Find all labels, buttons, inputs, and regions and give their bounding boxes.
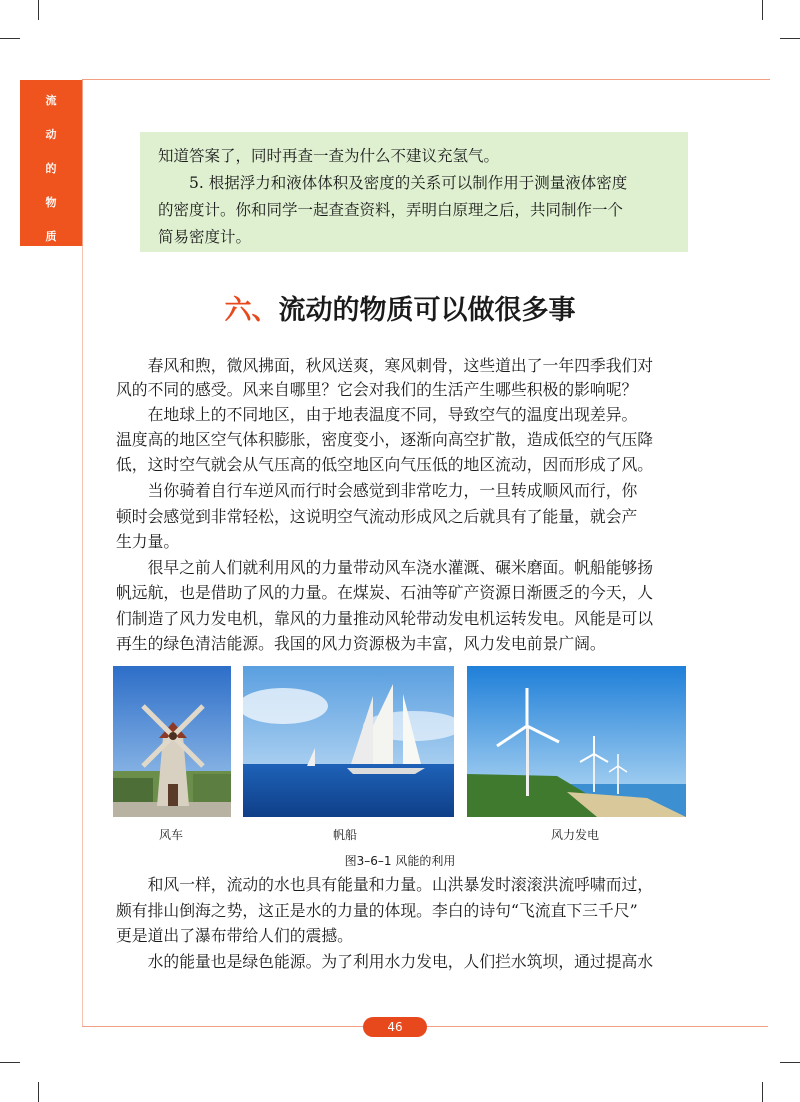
body-line: 在地球上的不同地区，由于地表温度不同，导致空气的温度出现差异。 — [116, 405, 638, 424]
body-line: 颇有排山倒海之势，这正是水的力量的体现。李白的诗句“飞流直下三千尺” — [116, 901, 638, 920]
body-line: 生力量。 — [116, 532, 180, 551]
wind-turbine-photo — [467, 666, 686, 817]
crop-mark — [0, 38, 20, 39]
body-line: 帆远航，也是借助了风的力量。在煤炭、石油等矿产资源日渐匮乏的今天，人 — [116, 583, 654, 602]
body-line: 们制造了风力发电机，靠风的力量推动风轮带动发电机运转发电。风能是可以 — [116, 609, 654, 628]
body-line: 和风一样，流动的水也具有能量和力量。山洪暴发时滚滚洪流呼啸而过， — [116, 875, 654, 894]
photo-caption-turbine: 风力发电 — [551, 828, 600, 842]
body-line: 当你骑着自行车逆风而行时会感觉到非常吃力，一旦转成顺风而行，你 — [116, 481, 638, 500]
body-line: 顿时会感觉到非常轻松，这说明空气流动形成风之后就具有了能量，就会产 — [116, 507, 638, 526]
crop-mark — [0, 1062, 20, 1063]
body-line: 温度高的地区空气体积膨胀，密度变小，逐渐向高空扩散，造成低空的气压降 — [116, 430, 654, 449]
activity-line: 简易密度计。 — [158, 228, 252, 246]
crop-mark — [780, 38, 800, 39]
windmill-photo — [113, 666, 231, 817]
crop-mark — [762, 1082, 763, 1102]
body-line: 低，这时空气就会从气压高的低空地区向气压低的地区流动，因而形成了风。 — [116, 455, 654, 474]
page-number: 46 — [363, 1017, 427, 1037]
crop-mark — [780, 1062, 800, 1063]
header-rule — [82, 79, 770, 80]
body-line: 风的不同的感受。风来自哪里？它会对我们的生活产生哪些积极的影响呢？ — [116, 380, 638, 399]
side-rule — [82, 80, 83, 246]
crop-mark — [38, 0, 39, 20]
activity-line: 5. 根据浮力和液体体积及密度的关系可以制作用于测量液体密度 — [158, 174, 628, 192]
section-heading — [0, 288, 800, 327]
chapter-tab — [20, 80, 82, 246]
chapter-tab-char: 流 — [45, 94, 57, 107]
section-title: 流动的物质可以做很多事 — [278, 295, 576, 326]
crop-mark — [762, 0, 763, 20]
body-line: 很早之前人们就利用风的力量带动风车浇水灌溉、碾米磨面。帆船能够扬 — [116, 558, 654, 577]
body-line: 春风和煦，微风拂面，秋风送爽，寒风刺骨，这些道出了一年四季我们对 — [116, 356, 654, 375]
figure-caption: 图3–6–1 风能的利用 — [344, 854, 456, 868]
activity-line: 的密度计。你和同学一起查查资料，弄明白原理之后，共同制作一个 — [158, 201, 624, 219]
body-line: 再生的绿色清洁能源。我国的风力资源极为丰富，风力发电前景广阔。 — [116, 634, 606, 653]
margin-rule — [82, 246, 83, 1026]
body-line: 更是道出了瀑布带给人们的震撼。 — [116, 926, 353, 945]
sailboat-photo — [243, 666, 454, 817]
photo-caption-windmill: 风车 — [159, 828, 184, 842]
crop-mark — [38, 1082, 39, 1102]
chapter-tab-char: 动 — [45, 128, 57, 141]
section-number: 六、 — [224, 295, 279, 326]
chapter-tab-char: 物 — [45, 196, 57, 209]
photo-caption-sailboat: 帆船 — [333, 828, 358, 842]
chapter-tab-char: 的 — [45, 162, 57, 175]
chapter-tab-char: 质 — [45, 230, 57, 243]
body-line: 水的能量也是绿色能源。为了利用水力发电，人们拦水筑坝，通过提高水 — [116, 952, 654, 971]
activity-line: 知道答案了，同时再查一查为什么不建议充氢气。 — [158, 147, 500, 165]
